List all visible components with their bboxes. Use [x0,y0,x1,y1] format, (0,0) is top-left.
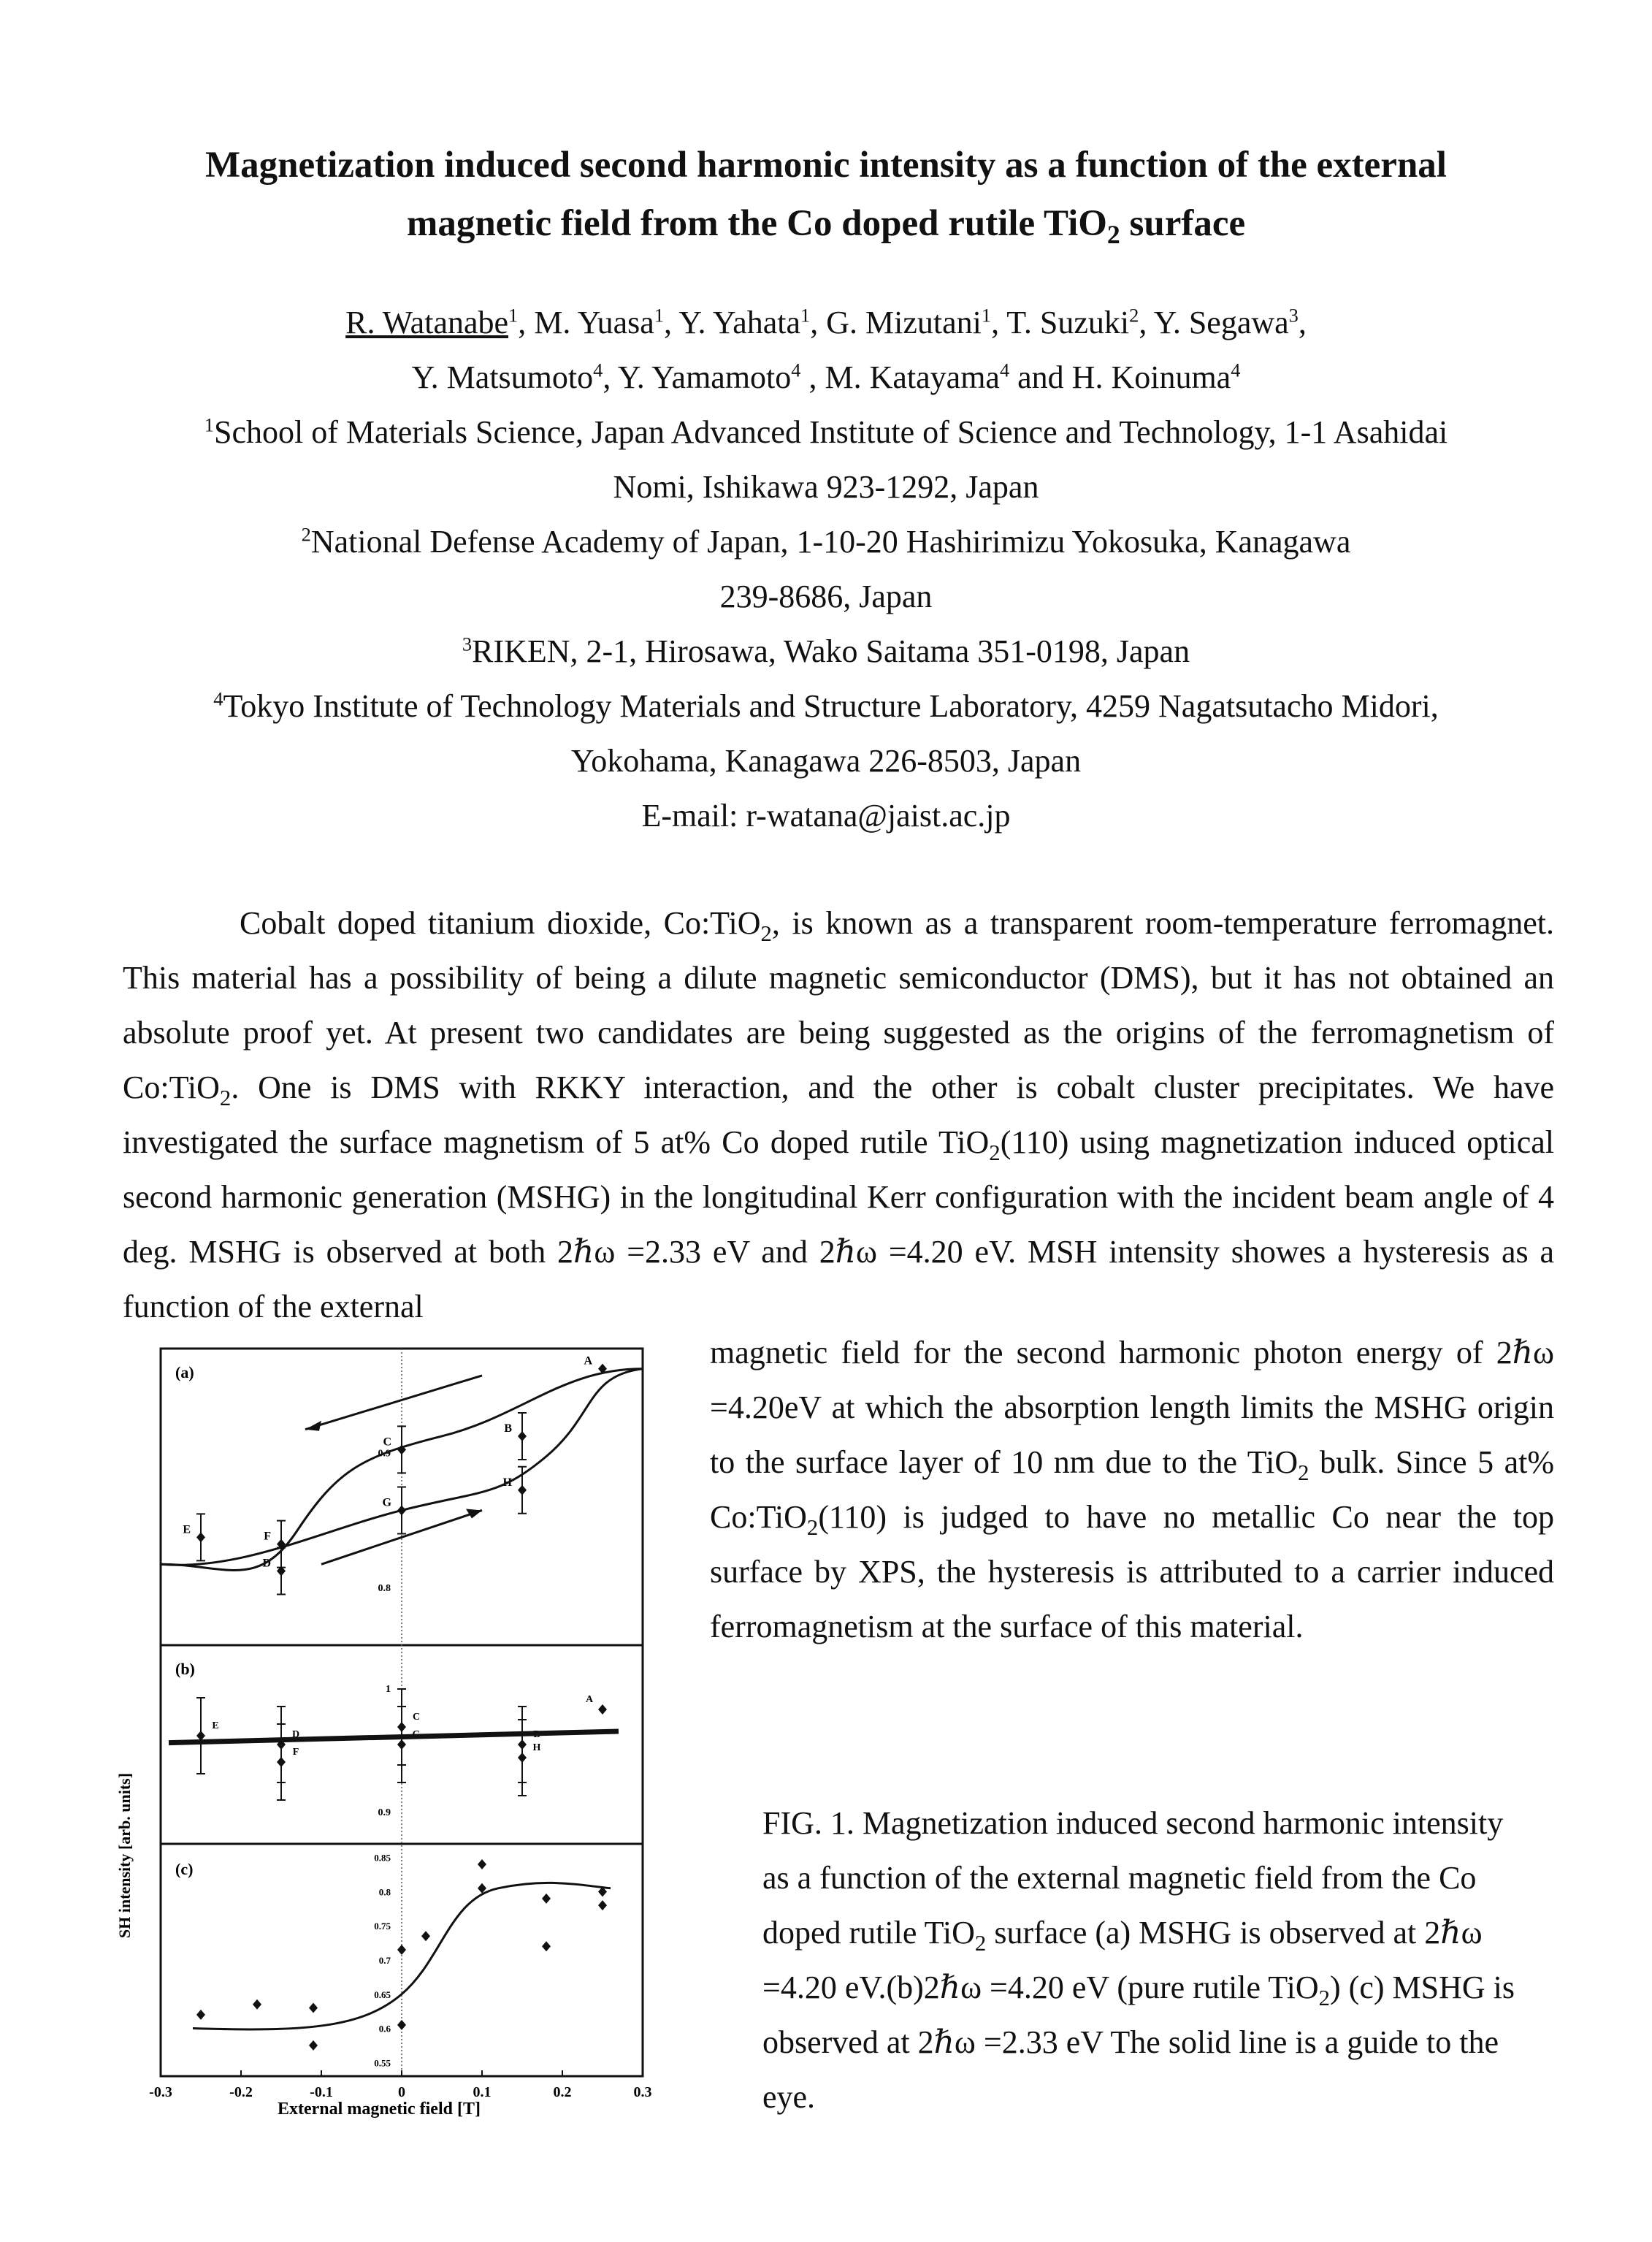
panel-c-point-1 [253,1999,261,2010]
panel-b-y-tick-0: 1 [386,1684,391,1695]
panel-b-point-label-4: E [212,1720,219,1731]
y-axis-label: SH intensity [arb. units] [115,1772,134,1939]
affiliation-3: RIKEN, 2-1, Hirosawa, Wako Saitama 351-0198, Japan [472,633,1190,669]
author-5: , T. Suzuki [991,305,1130,340]
panel-c-point-12 [598,1900,607,1910]
panel-a-point-label-2: C [383,1435,391,1449]
affiliation-1: School of Materials Science, Japan Advanced Institute of Science and Technology, 1-1 Asahidai [213,414,1448,450]
body-paragraph [123,896,1554,1334]
caption-text-2: surface (a) MSHG is observed at 2ℏω =4.20 eV.(b)2ℏω =4.20 eV (pure rutile TiO [762,1915,1483,2005]
body-sub-4: 2 [1298,1460,1309,1485]
panel-a-point-label-5: F [264,1530,271,1543]
x-tick-label-4: 0.1 [473,2084,492,2100]
title-line-2: magnetic field from the Co doped rutile TiO [406,203,1107,244]
panel-b-point-label-3: D [291,1729,300,1740]
panel-a-point-label-7: H [502,1476,512,1489]
panel-a-arrow-left-head [305,1421,321,1431]
panel-c-point-5 [397,1945,406,1955]
title-line-1: Magnetization induced second harmonic intensity as a function of the external [205,145,1447,186]
x-tick-label-0: -0.3 [149,2084,172,2100]
paper-title [88,136,1564,253]
panel-b-point-5 [277,1757,286,1767]
panel-a-y-tick-0: 0.9 [378,1448,391,1460]
panel-c-y-tick-0: 0.85 [374,1852,391,1864]
panel-c-point-10 [542,1941,551,1951]
panel-c-y-tick-5: 0.6 [378,2023,391,2035]
title-subscript: 2 [1106,220,1120,250]
panel-a-point-7 [518,1485,527,1495]
panel-a-point-label-3: D [262,1557,271,1570]
body-text-1: Cobalt doped titanium dioxide, Co:TiO [240,905,761,941]
author-2-sup: 1 [654,304,665,327]
body-sub-1: 2 [760,920,772,946]
author-4: , G. Mizutani [810,305,982,340]
title-line-2-end: surface [1120,203,1246,244]
panel-a-label: (a) [175,1363,194,1381]
caption-sub-1: 2 [974,1930,987,1956]
panel-a-point-1 [518,1431,527,1441]
panel-a-point-label-0: A [584,1354,592,1368]
panel-c-y-tick-3: 0.7 [378,1955,391,1966]
author-2: , M. Yuasa [518,305,654,340]
author-7: Y. Matsumoto [411,359,594,395]
author-8: , Y. Yamamoto [603,359,792,395]
caption-sub-2: 2 [1318,1985,1331,2010]
x-axis-label: External magnetic field [T] [278,2100,481,2119]
panel-c-point-3 [309,2040,318,2051]
x-tick-label-2: -0.1 [310,2084,333,2100]
affiliation-1-sup: 1 [204,413,214,436]
author-3-sup: 1 [800,304,811,327]
panel-c-point-0 [196,2010,205,2020]
panel-c-label: (c) [175,1860,194,1878]
panel-c-point-9 [542,1894,551,1904]
author-8-sup: 4 [791,359,801,381]
panel-b-label: (b) [175,1660,195,1678]
affiliation-1-cont: Nomi, Ishikawa 923-1292, Japan [613,469,1039,505]
panel-a-point-label-1: B [504,1422,512,1435]
affiliation-4-sup: 4 [213,687,223,710]
affiliation-3-sup: 3 [462,633,473,655]
panel-a-point-label-4: E [183,1523,191,1536]
x-tick-label-3: 0 [398,2084,405,2100]
x-tick-label-5: 0.2 [553,2084,572,2100]
panel-c-y-tick-1: 0.8 [378,1886,391,1898]
panel-b-point-label-2: C [412,1712,421,1723]
figure-1 [110,1337,672,2119]
author-3: , Y. Yahata [664,305,801,340]
panel-b-point-0 [598,1704,607,1715]
panel-c-point-6 [421,1931,430,1941]
caption-text-1: FIG. 1. Magnetization induced second harmonic intensity as a function of the external magnetic field from the Co doped rutile TiO [762,1805,1504,1951]
author-7-sup: 4 [593,359,603,381]
affiliation-4: Tokyo Institute of Technology Materials and Structure Laboratory, 4259 Nagatsutacho Midori, [223,688,1439,724]
panel-c-y-tick-2: 0.75 [374,1921,391,1932]
body-text-6: bulk. Since 5 at% Co:TiO [710,1444,1554,1535]
author-10: and H. Koinuma [1009,359,1231,395]
email-address: E-mail: r-watana@jaist.ac.jp [641,798,1011,834]
author-6: , Y. Segawa [1139,305,1289,340]
x-tick-label-6: 0.3 [633,2084,652,2100]
x-tick-label-1: -0.2 [229,2084,253,2100]
panel-b-flat-guideline [169,1731,619,1743]
author-4-sup: 1 [981,304,992,327]
caption-text-3: ) (c) MSHG is observed at 2ℏω =2.33 eV The solid line is a guide to the eye. [762,1970,1515,2115]
body-paragraph-wrapped [710,1325,1554,1654]
panel-b-point-7 [518,1753,527,1763]
affiliation-2-sup: 2 [301,523,311,546]
body-text-5: magnetic field for the second harmonic photon energy of 2ℏω =4.20eV at which the absorption length limits the MSHG origin to the surface layer of 10 nm due to the TiO [710,1335,1554,1480]
figure-caption [762,1796,1537,2124]
panel-b-point-label-5: F [292,1747,299,1758]
body-text-3: . One is DMS with RKKY interaction, and the other is cobalt cluster precipitates. We have investigated the surface magnetism of 5 at% Co doped rutile TiO [123,1069,1554,1160]
panel-c-y-tick-6: 0.55 [374,2057,391,2069]
affiliation-list [110,405,1542,843]
body-sub-5: 2 [806,1514,819,1540]
author-9-sup: 4 [999,359,1010,381]
panel-a-point-label-6: G [382,1496,391,1509]
panel-c-point-4 [397,2020,406,2030]
author-10-sup: 4 [1231,359,1241,381]
panel-c-point-2 [309,2002,318,2013]
author-6-comma: , [1298,305,1307,340]
body-sub-2: 2 [219,1085,232,1110]
panel-b-point-label-7: H [532,1742,541,1753]
panel-a-point-4 [196,1532,205,1542]
affiliation-2: National Defense Academy of Japan, 1-10-20 Hashirimizu Yokosuka, Kanagawa [310,524,1351,560]
affiliation-2-cont: 239-8686, Japan [719,579,933,614]
panel-a-arrow-right-head [466,1509,482,1518]
panel-b-point-6 [397,1739,406,1750]
author-9: , M. Katayama [800,359,1000,395]
body-text-2: , is known as a transparent room-temperature ferromagnet. This material has a possibility of being a dilute magnetic semiconductor (DMS), but it has not obtained an absolute proof yet. At present two candidates are being suggested as the origins of the ferromagnetism of Co:TiO [123,905,1555,1105]
body-text-7: (110) is judged to have no metallic Co near the top surface by XPS, the hysteresis is attributed to a carrier induced ferromagnetism at the surface of this material. [710,1499,1554,1644]
panel-c-y-tick-4: 0.65 [374,1989,391,2000]
author-6-sup: 3 [1288,304,1299,327]
body-text-4: (110) using magnetization induced optical second harmonic generation (MSHG) in the longitudinal Kerr configuration with the incident beam angle of 4 deg. MSHG is observed at both 2ℏω =2.33 eV and 2ℏω =4.20 eV. MSH intensity showes a hysteresis as a function of the external [123,1124,1554,1324]
author-5-sup: 2 [1129,304,1139,327]
author-list [110,295,1542,405]
affiliation-4-cont: Yokohama, Kanagawa 226-8503, Japan [570,743,1082,779]
author-1-sup: 1 [508,304,519,327]
panel-a-y-tick-1: 0.8 [378,1583,391,1595]
author-1: R. Watanabe [345,305,509,340]
panel-b-y-tick-1: 0.9 [378,1807,391,1818]
panel-a-arrow-left-shaft [305,1376,482,1430]
panel-c-point-7 [478,1859,486,1869]
panel-b-point-label-0: A [585,1694,594,1705]
figure-data-layer [149,1355,651,2100]
body-sub-3: 2 [989,1140,1001,1165]
